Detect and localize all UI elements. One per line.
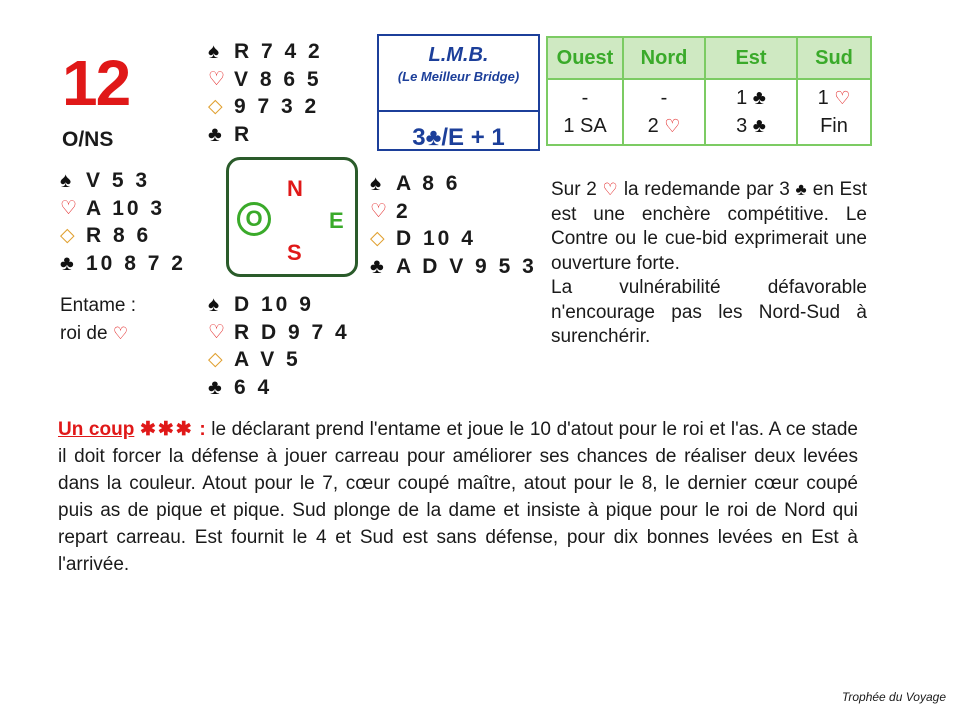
heart-icon: ♡ (60, 197, 78, 219)
compass-north: N (287, 176, 303, 201)
north-hearts: V 8 6 5 (234, 67, 322, 91)
lead-card: roi de (60, 323, 108, 344)
diamond-icon: ◇ (208, 349, 223, 370)
bid-cell-ouest (547, 79, 623, 145)
club-icon: ♣ (752, 87, 766, 109)
final-contract (379, 124, 538, 152)
club-icon: ♣ (370, 254, 384, 278)
east-hearts: 2 (396, 199, 411, 223)
dealer-vulnerability: O/NS (62, 128, 114, 151)
heart-icon: ♡ (664, 116, 681, 136)
east-clubs: A D V 9 5 3 (396, 254, 537, 278)
compass-west-declarer: O (237, 202, 271, 236)
bid-header-est: Est (705, 37, 797, 79)
lmb-box (377, 34, 540, 151)
heart-icon: ♡ (602, 180, 619, 199)
heart-icon: ♡ (834, 88, 851, 108)
diamond-icon: ◇ (370, 228, 385, 249)
bid-header-ouest: Ouest (547, 37, 623, 79)
bid-cell-sud (797, 79, 871, 145)
heart-icon: ♡ (208, 68, 226, 90)
heart-icon: ♡ (208, 321, 226, 343)
bid-sud-1: 1 (817, 87, 829, 109)
bidding-table (546, 36, 872, 146)
comment-paragraph-1: Sur 2 ♡ la redemande par 3 ♣ en Est est une enchère compétitive. Le Contre ou le cue-bid exprimerait une ouverture forte. (551, 179, 868, 274)
heart-icon: ♡ (370, 200, 388, 222)
opening-lead (60, 292, 136, 348)
bid-sud-2: Fin (820, 115, 848, 137)
bid-cell-nord (623, 79, 705, 145)
east-spades: A 8 6 (396, 172, 461, 195)
comment-paragraph-2: La vulnérabilité défavorable n'encourage pas les Nord-Sud à surenchérir. (551, 277, 867, 347)
diamond-icon: ◇ (60, 225, 75, 246)
north-clubs: R (234, 122, 253, 146)
lmb-subtitle: (Le Meilleur Bridge) (397, 69, 520, 84)
west-clubs: 10 8 7 2 (86, 251, 186, 275)
club-icon: ♣ (795, 180, 808, 199)
bid-ouest-1: - (581, 87, 589, 109)
bid-nord-1: - (660, 87, 668, 109)
spade-icon: ♠ (60, 169, 72, 192)
south-hearts: R D 9 7 4 (234, 320, 350, 344)
bid-est-1: 1 (736, 87, 748, 109)
south-clubs: 6 4 (234, 375, 273, 399)
bid-nord-2: 2 (647, 115, 659, 137)
bid-cell-est (705, 79, 797, 145)
club-icon: ♣ (208, 122, 222, 146)
spade-icon: ♠ (208, 40, 220, 63)
west-hearts: A 10 3 (86, 196, 166, 220)
play-analysis (58, 416, 858, 578)
west-diamonds: R 8 6 (86, 224, 152, 247)
east-hand (370, 170, 537, 280)
spade-icon: ♠ (370, 172, 382, 195)
compass-south: S (287, 240, 302, 265)
south-diamonds: A V 5 (234, 348, 301, 371)
club-icon: ♣ (425, 124, 442, 151)
contract-level: 3 (412, 124, 426, 151)
west-hand (60, 167, 186, 277)
contract-result: /E + 1 (441, 124, 505, 151)
club-icon: ♣ (208, 375, 222, 399)
heart-icon: ♡ (112, 324, 129, 343)
footer-credit: Trophée du Voyage (841, 690, 946, 704)
bidding-comment (551, 178, 867, 350)
diamond-icon: ◇ (208, 96, 223, 117)
club-icon: ♣ (60, 251, 74, 275)
club-icon: ♣ (752, 115, 766, 137)
bid-header-nord: Nord (623, 37, 705, 79)
south-hand (208, 291, 350, 401)
coup-text: le déclarant prend l'entame et joue le 10 d'atout pour le roi et l'as. A ce stade il doit forcer la défense à jouer carreau pour améliorer ses chances de réaliser deux levées dans la couleur. Atout pour le 7, cœur coupé maître, atout pour le 8, le dernier cœur coupé puis as de pique et pique. Sud plonge de la dame et insiste à pique pour le roi de Nord qui repart carreau. Est fournit le 4 et Sud est sans défense, pour dix bonnes levées en Est à l'arrivée. (58, 419, 858, 575)
north-diamonds: 9 7 3 2 (234, 95, 320, 118)
north-spades: R 7 4 2 (234, 40, 323, 63)
north-hand (208, 38, 323, 148)
bid-ouest-2: 1 SA (563, 115, 607, 137)
lead-label: Entame : (60, 295, 137, 316)
bid-header-sud: Sud (797, 37, 871, 79)
board-number: 12 (62, 47, 130, 119)
bid-est-2: 3 (736, 115, 748, 137)
west-spades: V 5 3 (86, 169, 151, 192)
east-diamonds: D 10 4 (396, 227, 476, 250)
spade-icon: ♠ (208, 293, 220, 316)
coup-label: Un coup (58, 419, 135, 440)
coup-colon: : (199, 419, 206, 440)
compass-east: E (329, 208, 344, 233)
table-compass (226, 157, 358, 277)
lmb-title: L.M.B. (428, 44, 489, 66)
south-spades: D 10 9 (234, 293, 314, 316)
difficulty-stars: ✱✱✱ (139, 419, 194, 440)
